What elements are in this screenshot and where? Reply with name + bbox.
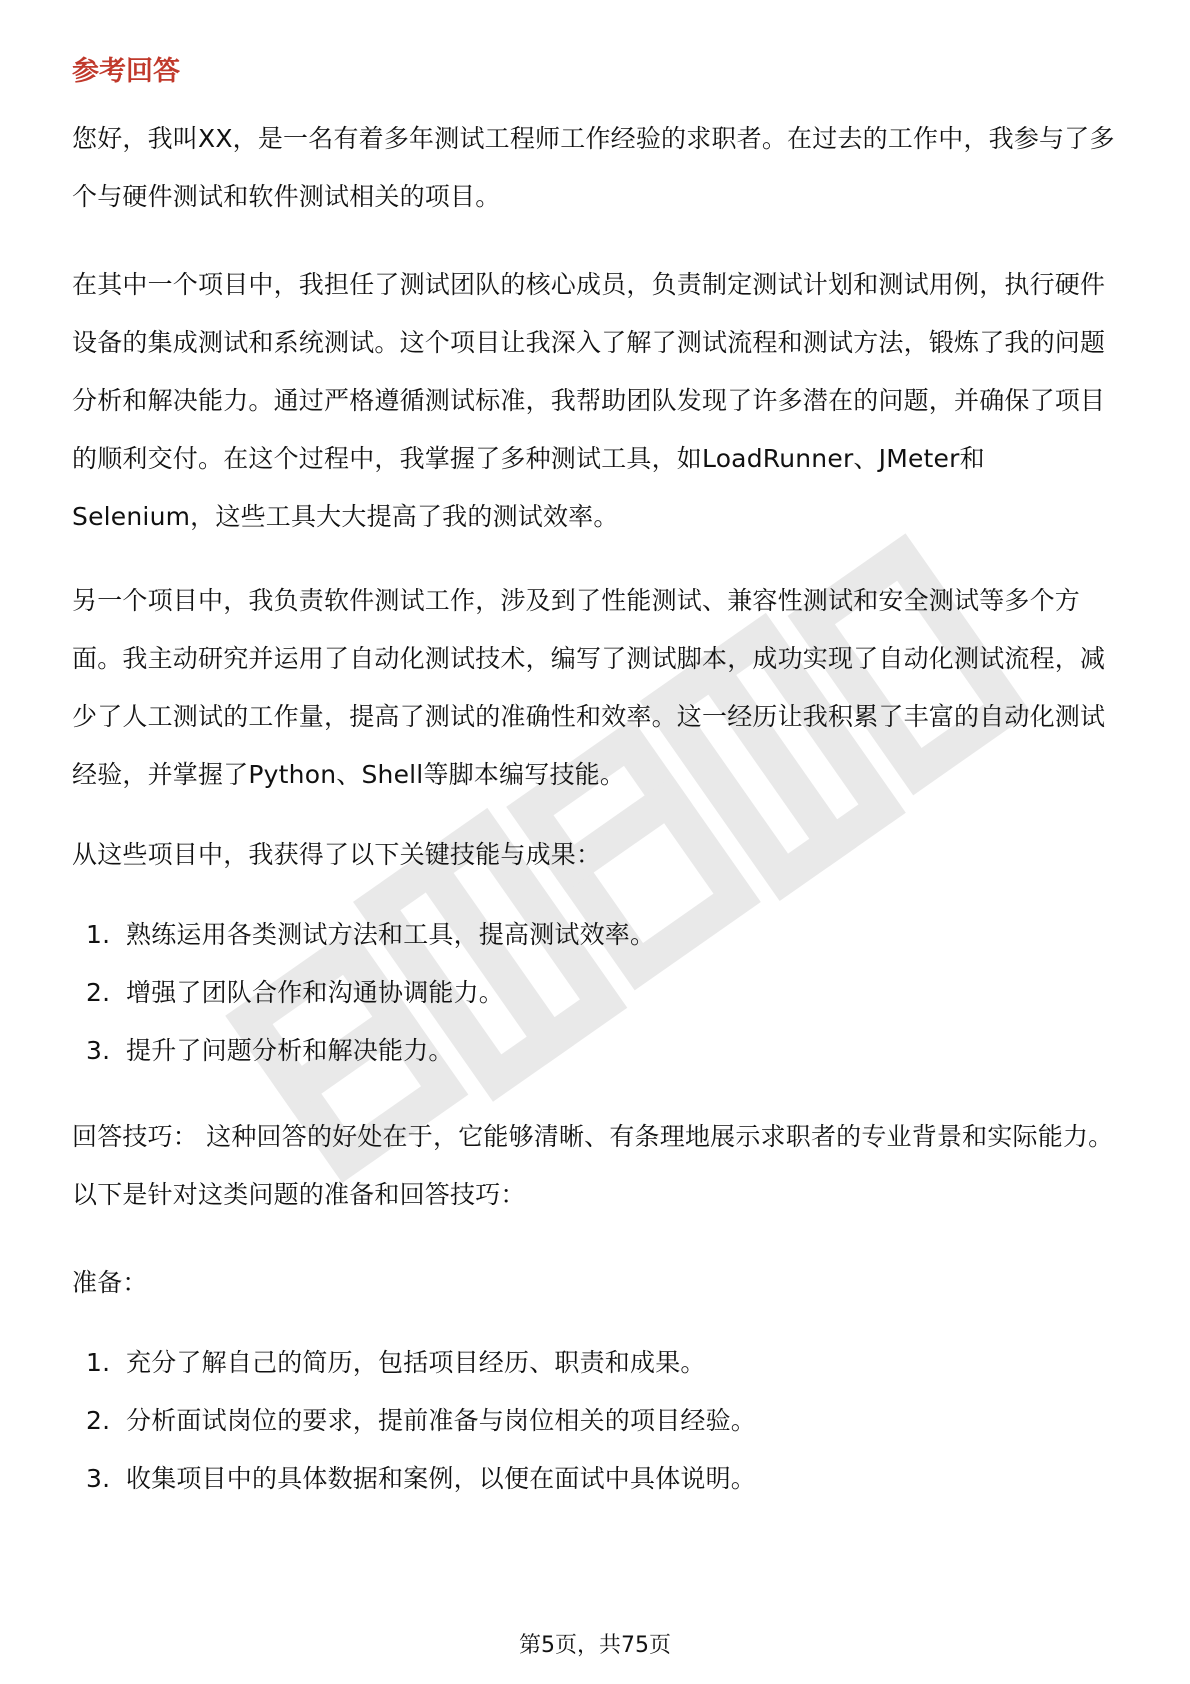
- intro-paragraph: 您好，我叫XX，是一名有着多年测试工程师工作经验的求职者。在过去的工作中，我参与了多个与硬件测试和软件测试相关的项目。: [72, 124, 1115, 211]
- list-item: 2. 分析面试岗位的要求，提前准备与岗位相关的项目经验。: [86, 1406, 757, 1435]
- list-item: 3. 提升了问题分析和解决能力。: [86, 1036, 454, 1065]
- page-footer: 第5页，共75页: [519, 1633, 671, 1658]
- prep-list: [72, 1334, 1122, 1508]
- skills-list: [72, 906, 1122, 1080]
- list-item: 3. 收集项目中的具体数据和案例，以便在面试中具体说明。: [86, 1464, 757, 1493]
- list-item: 1. 熟练运用各类测试方法和工具，提高测试效率。: [86, 920, 656, 949]
- tips-paragraph: 回答技巧： 这种回答的好处在于，它能够清晰、有条理地展示求职者的专业背景和实际能力。以下是针对这类问题的准备和回答技巧：: [72, 1122, 1114, 1209]
- list-item: 2. 增强了团队合作和沟通协调能力。: [86, 978, 505, 1007]
- prep-label: 准备：: [72, 1268, 148, 1297]
- list-item: 1. 充分了解自己的简历，包括项目经历、职责和成果。: [86, 1348, 706, 1377]
- skills-intro-paragraph: 从这些项目中，我获得了以下关键技能与成果：: [72, 840, 602, 869]
- document-content: [72, 48, 1122, 1536]
- project2-paragraph: 另一个项目中，我负责软件测试工作，涉及到了性能测试、兼容性测试和安全测试等多个方面。我主动研究并运用了自动化测试技术，编写了测试脚本，成功实现了自动化测试流程，减少了人工测试的工作量，提高了测试的准确性和效率。这一经历让我积累了丰富的自动化测试经验，并掌握了Python、Shell等脚本编写技能。: [72, 586, 1106, 789]
- section-heading: 参考回答: [72, 56, 180, 87]
- project1-paragraph: 在其中一个项目中，我担任了测试团队的核心成员，负责制定测试计划和测试用例，执行硬件设备的集成测试和系统测试。这个项目让我深入了解了测试流程和测试方法，锻炼了我的问题分析和解决能力。通过严格遵循测试标准，我帮助团队发现了许多潜在的问题，并确保了项目的顺利交付。在这个过程中，我掌握了多种测试工具，如LoadRunner、JMeter和Selenium，这些工具大大提高了我的测试效率。: [72, 270, 1106, 531]
